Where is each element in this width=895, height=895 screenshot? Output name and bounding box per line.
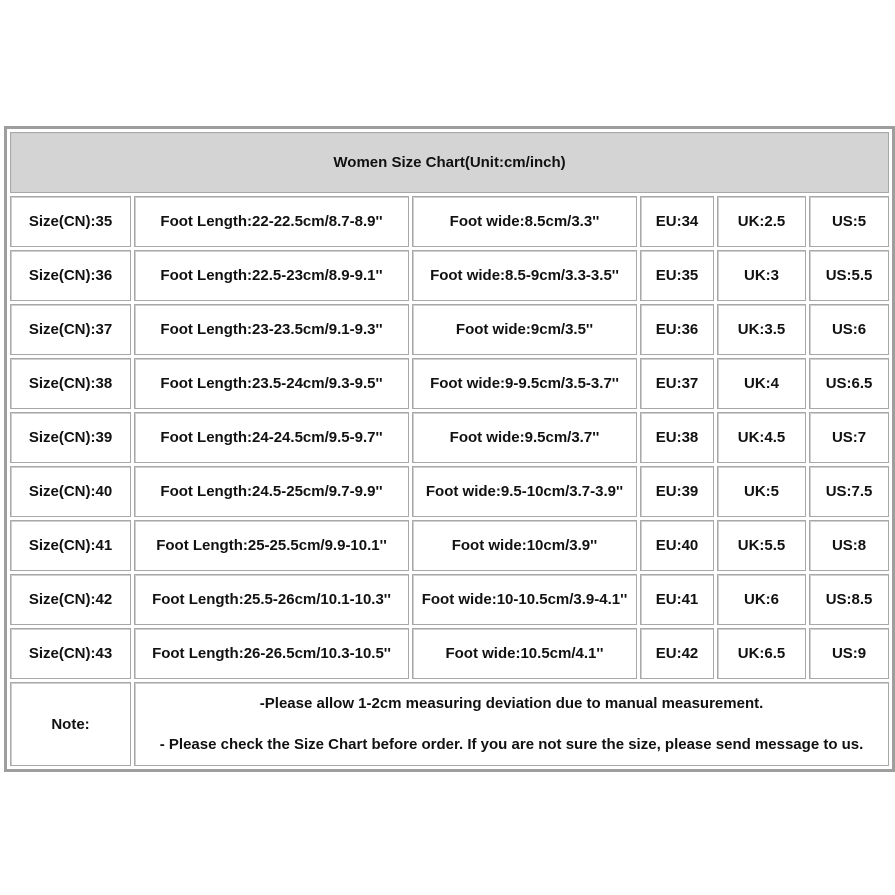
table-row <box>10 520 889 571</box>
eu-size-cell: EU:40 <box>640 520 714 571</box>
note-line-check-chart: - Please check the Size Chart before order. If you are not sure the size, please send message to us. <box>159 735 864 753</box>
eu-size-cell: EU:38 <box>640 412 714 463</box>
uk-size-cell: UK:4.5 <box>717 412 806 463</box>
size-chart-table <box>4 126 895 772</box>
cn-size-cell: Size(CN):42 <box>10 574 131 625</box>
us-size-cell: US:6 <box>809 304 889 355</box>
foot-length-cell: Foot Length:23.5-24cm/9.3-9.5'' <box>134 358 409 409</box>
us-size-cell: US:6.5 <box>809 358 889 409</box>
us-size-cell: US:8 <box>809 520 889 571</box>
foot-width-cell: Foot wide:8.5cm/3.3'' <box>412 196 637 247</box>
note-spacer <box>141 714 882 735</box>
foot-length-cell: Foot Length:22.5-23cm/8.9-9.1'' <box>134 250 409 301</box>
foot-length-cell: Foot Length:22-22.5cm/8.7-8.9'' <box>134 196 409 247</box>
uk-size-cell: UK:6 <box>717 574 806 625</box>
note-row <box>10 682 889 766</box>
us-size-cell: US:5.5 <box>809 250 889 301</box>
table-row <box>10 358 889 409</box>
uk-size-cell: UK:5 <box>717 466 806 517</box>
cn-size-cell: Size(CN):43 <box>10 628 131 679</box>
table-row <box>10 628 889 679</box>
foot-width-cell: Foot wide:9.5-10cm/3.7-3.9'' <box>412 466 637 517</box>
uk-size-cell: UK:5.5 <box>717 520 806 571</box>
uk-size-cell: UK:2.5 <box>717 196 806 247</box>
title-row <box>10 132 889 193</box>
foot-length-cell: Foot Length:25.5-26cm/10.1-10.3'' <box>134 574 409 625</box>
us-size-cell: US:9 <box>809 628 889 679</box>
foot-length-cell: Foot Length:23-23.5cm/9.1-9.3'' <box>134 304 409 355</box>
eu-size-cell: EU:37 <box>640 358 714 409</box>
note-line-measurement: -Please allow 1-2cm measuring deviation due to manual measurement. <box>259 694 764 712</box>
cn-size-cell: Size(CN):37 <box>10 304 131 355</box>
table-row <box>10 466 889 517</box>
eu-size-cell: EU:39 <box>640 466 714 517</box>
table-row <box>10 250 889 301</box>
table-row <box>10 412 889 463</box>
foot-width-cell: Foot wide:9-9.5cm/3.5-3.7'' <box>412 358 637 409</box>
chart-title: Women Size Chart(Unit:cm/inch) <box>10 132 889 193</box>
us-size-cell: US:5 <box>809 196 889 247</box>
foot-length-cell: Foot Length:26-26.5cm/10.3-10.5'' <box>134 628 409 679</box>
cn-size-cell: Size(CN):35 <box>10 196 131 247</box>
us-size-cell: US:7 <box>809 412 889 463</box>
foot-width-cell: Foot wide:10cm/3.9'' <box>412 520 637 571</box>
eu-size-cell: EU:36 <box>640 304 714 355</box>
size-chart-body <box>10 132 889 766</box>
cn-size-cell: Size(CN):39 <box>10 412 131 463</box>
foot-width-cell: Foot wide:10.5cm/4.1'' <box>412 628 637 679</box>
table-row <box>10 304 889 355</box>
foot-width-cell: Foot wide:8.5-9cm/3.3-3.5'' <box>412 250 637 301</box>
note-label: Note: <box>10 682 131 766</box>
eu-size-cell: EU:42 <box>640 628 714 679</box>
cn-size-cell: Size(CN):41 <box>10 520 131 571</box>
uk-size-cell: UK:6.5 <box>717 628 806 679</box>
cn-size-cell: Size(CN):40 <box>10 466 131 517</box>
us-size-cell: US:7.5 <box>809 466 889 517</box>
foot-length-cell: Foot Length:25-25.5cm/9.9-10.1'' <box>134 520 409 571</box>
cn-size-cell: Size(CN):38 <box>10 358 131 409</box>
table-row <box>10 574 889 625</box>
uk-size-cell: UK:3 <box>717 250 806 301</box>
cn-size-cell: Size(CN):36 <box>10 250 131 301</box>
uk-size-cell: UK:4 <box>717 358 806 409</box>
us-size-cell: US:8.5 <box>809 574 889 625</box>
eu-size-cell: EU:35 <box>640 250 714 301</box>
foot-width-cell: Foot wide:9cm/3.5'' <box>412 304 637 355</box>
foot-length-cell: Foot Length:24-24.5cm/9.5-9.7'' <box>134 412 409 463</box>
eu-size-cell: EU:41 <box>640 574 714 625</box>
note-body <box>134 682 889 766</box>
table-row <box>10 196 889 247</box>
foot-width-cell: Foot wide:9.5cm/3.7'' <box>412 412 637 463</box>
uk-size-cell: UK:3.5 <box>717 304 806 355</box>
foot-width-cell: Foot wide:10-10.5cm/3.9-4.1'' <box>412 574 637 625</box>
eu-size-cell: EU:34 <box>640 196 714 247</box>
foot-length-cell: Foot Length:24.5-25cm/9.7-9.9'' <box>134 466 409 517</box>
